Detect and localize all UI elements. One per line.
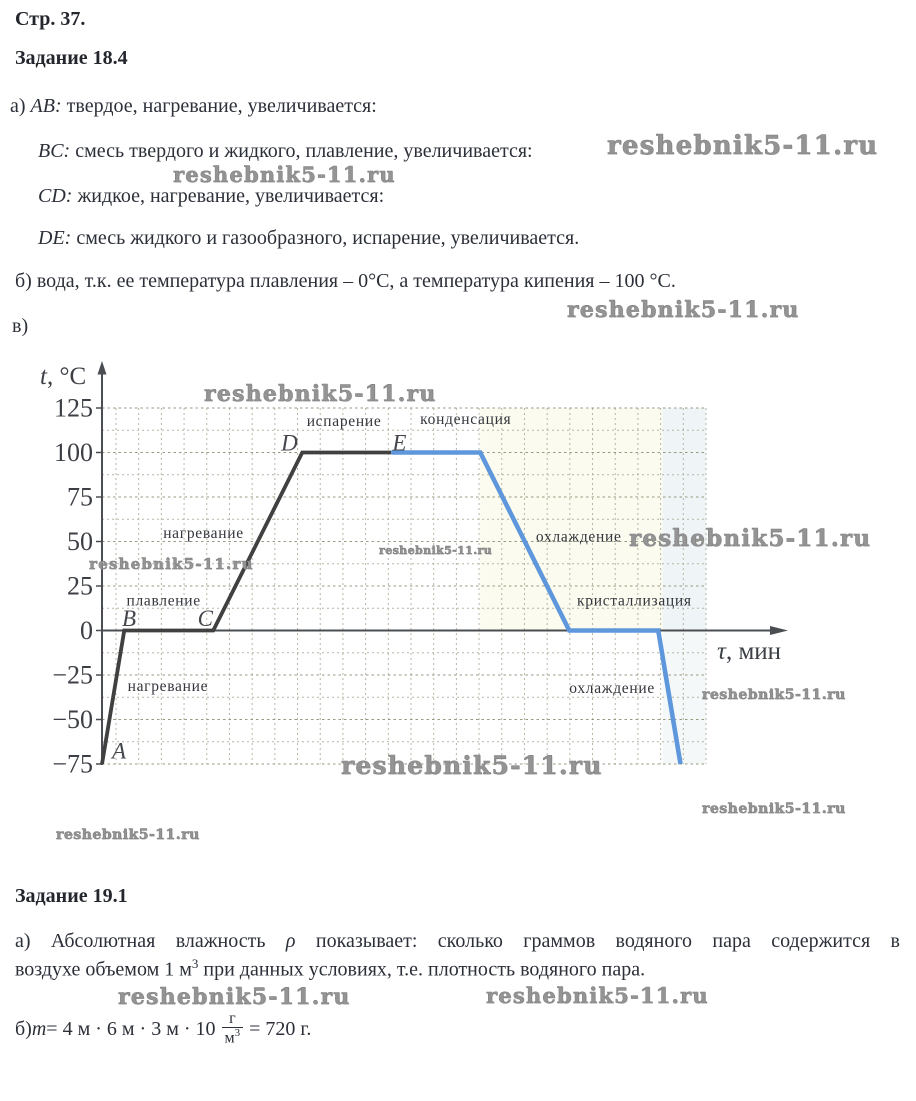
y-axis-arrow bbox=[98, 361, 107, 375]
rho-symbol: ρ bbox=[285, 930, 296, 952]
denominator-base: м bbox=[224, 1029, 235, 1047]
a-line1-post: показывает: сколько граммов водяного пара содержится в bbox=[295, 930, 900, 952]
chart-annotation: плавление bbox=[126, 592, 201, 610]
y-tick-label: −50 bbox=[52, 705, 93, 734]
segment-label-cd: CD: bbox=[38, 185, 73, 207]
watermark: reshebnik5-11.ru bbox=[173, 162, 396, 187]
formula-prefix: б) bbox=[15, 1017, 32, 1040]
segment-text-cd: жидкое, нагревание, увеличивается: bbox=[72, 185, 385, 207]
task-19-1-item-b-formula bbox=[15, 1006, 311, 1052]
chart-annotation: испарение bbox=[306, 412, 382, 430]
task-18-4-item-b: б) вода, т.к. ее температура плавления – 0°С, а температура кипения – 100 °С. bbox=[15, 270, 676, 292]
segment-label-ab: AB: bbox=[30, 95, 62, 117]
chart-annotation: конденсация bbox=[420, 411, 512, 429]
y-tick-label: 50 bbox=[67, 527, 93, 556]
fraction-denominator bbox=[222, 1027, 244, 1047]
task-19-1-item-a-line1 bbox=[15, 930, 900, 953]
chart-annotation: охлаждение bbox=[535, 528, 622, 546]
point-label-C: C bbox=[197, 606, 214, 632]
task-18-4-item-a-line-ab bbox=[10, 95, 377, 118]
watermark: reshebnik5-11.ru bbox=[118, 984, 351, 1010]
y-axis-title: t, °C bbox=[40, 363, 87, 390]
segment-text-ab: твердое, нагревание, увеличивается: bbox=[61, 95, 377, 117]
y-tick-label: −25 bbox=[52, 660, 93, 690]
chart-annotation: нагревание bbox=[163, 524, 244, 542]
y-tick-label: 25 bbox=[67, 571, 93, 601]
segment-text-de: смесь жидкого и газообразного, испарение, увеличивается. bbox=[71, 227, 580, 249]
watermark: reshebnik5-11.ru bbox=[341, 751, 603, 780]
watermark: reshebnik5-11.ru bbox=[204, 381, 437, 407]
fraction-numerator: г bbox=[229, 1009, 236, 1027]
task-19-1-item-a-line2 bbox=[15, 956, 900, 982]
task-18-4-line-bc bbox=[38, 140, 533, 163]
chart-annotation: охлаждение bbox=[569, 679, 655, 697]
chart-annotation: кристаллизация bbox=[577, 592, 692, 610]
chart-annotation: нагревание bbox=[127, 678, 209, 696]
watermark: reshebnik5-11.ru bbox=[607, 131, 879, 161]
a-line2-post: при данных условиях, т.е. плотность водяного пара. bbox=[198, 958, 646, 981]
formula-result: = 720 г. bbox=[249, 1017, 312, 1040]
denominator-sup: 3 bbox=[234, 1027, 241, 1040]
watermark: reshebnik5-11.ru bbox=[702, 801, 846, 817]
segment-text-bc: смесь твердого и жидкого, плавление, увеличивается: bbox=[70, 140, 533, 162]
watermark: reshebnik5-11.ru bbox=[56, 827, 200, 843]
segment-label-de: DE: bbox=[38, 227, 72, 249]
watermark: reshebnik5-11.ru bbox=[486, 983, 709, 1008]
item-a-prefix: а) bbox=[10, 95, 31, 117]
point-label-D: D bbox=[281, 430, 298, 456]
page-number-heading: Стр. 37. bbox=[15, 8, 86, 30]
task-18-4-line-cd bbox=[38, 185, 384, 208]
watermark: reshebnik5-11.ru bbox=[702, 687, 846, 703]
y-tick-label: 100 bbox=[54, 438, 93, 467]
grams-per-cubic-meter-fraction bbox=[222, 1011, 244, 1048]
watermark: reshebnik5-11.ru bbox=[379, 544, 493, 557]
y-tick-label: 125 bbox=[54, 393, 93, 423]
point-label-A: A bbox=[112, 738, 127, 764]
x-axis-title: τ, мин bbox=[717, 638, 782, 665]
cubic-meter-sup: 3 bbox=[191, 956, 199, 971]
watermark: reshebnik5-11.ru bbox=[629, 525, 872, 552]
point-label-E: E bbox=[392, 430, 407, 456]
task-19-1-title: Задание 19.1 bbox=[15, 885, 128, 907]
watermark: reshebnik5-11.ru bbox=[567, 297, 800, 323]
y-tick-label: −75 bbox=[52, 749, 93, 779]
point-label-B: B bbox=[122, 606, 137, 632]
formula-expression: = 4 м · 6 м · 3 м · 10 bbox=[46, 1017, 216, 1040]
y-tick-label: 0 bbox=[80, 616, 93, 645]
a-line2-pre: воздухе объемом 1 м bbox=[15, 958, 192, 981]
y-tick-label: 75 bbox=[67, 482, 93, 512]
watermark: reshebnik5-11.ru bbox=[89, 555, 254, 573]
task-18-4-title: Задание 18.4 bbox=[15, 47, 128, 69]
segment-label-bc: BC: bbox=[38, 140, 71, 162]
mass-symbol: m bbox=[31, 1017, 47, 1040]
task-18-4-item-v: в) bbox=[12, 315, 29, 337]
a-line1-pre: а) Абсолютная влажность bbox=[15, 930, 286, 952]
task-18-4-line-de bbox=[38, 227, 579, 250]
x-axis-arrow bbox=[770, 626, 788, 635]
